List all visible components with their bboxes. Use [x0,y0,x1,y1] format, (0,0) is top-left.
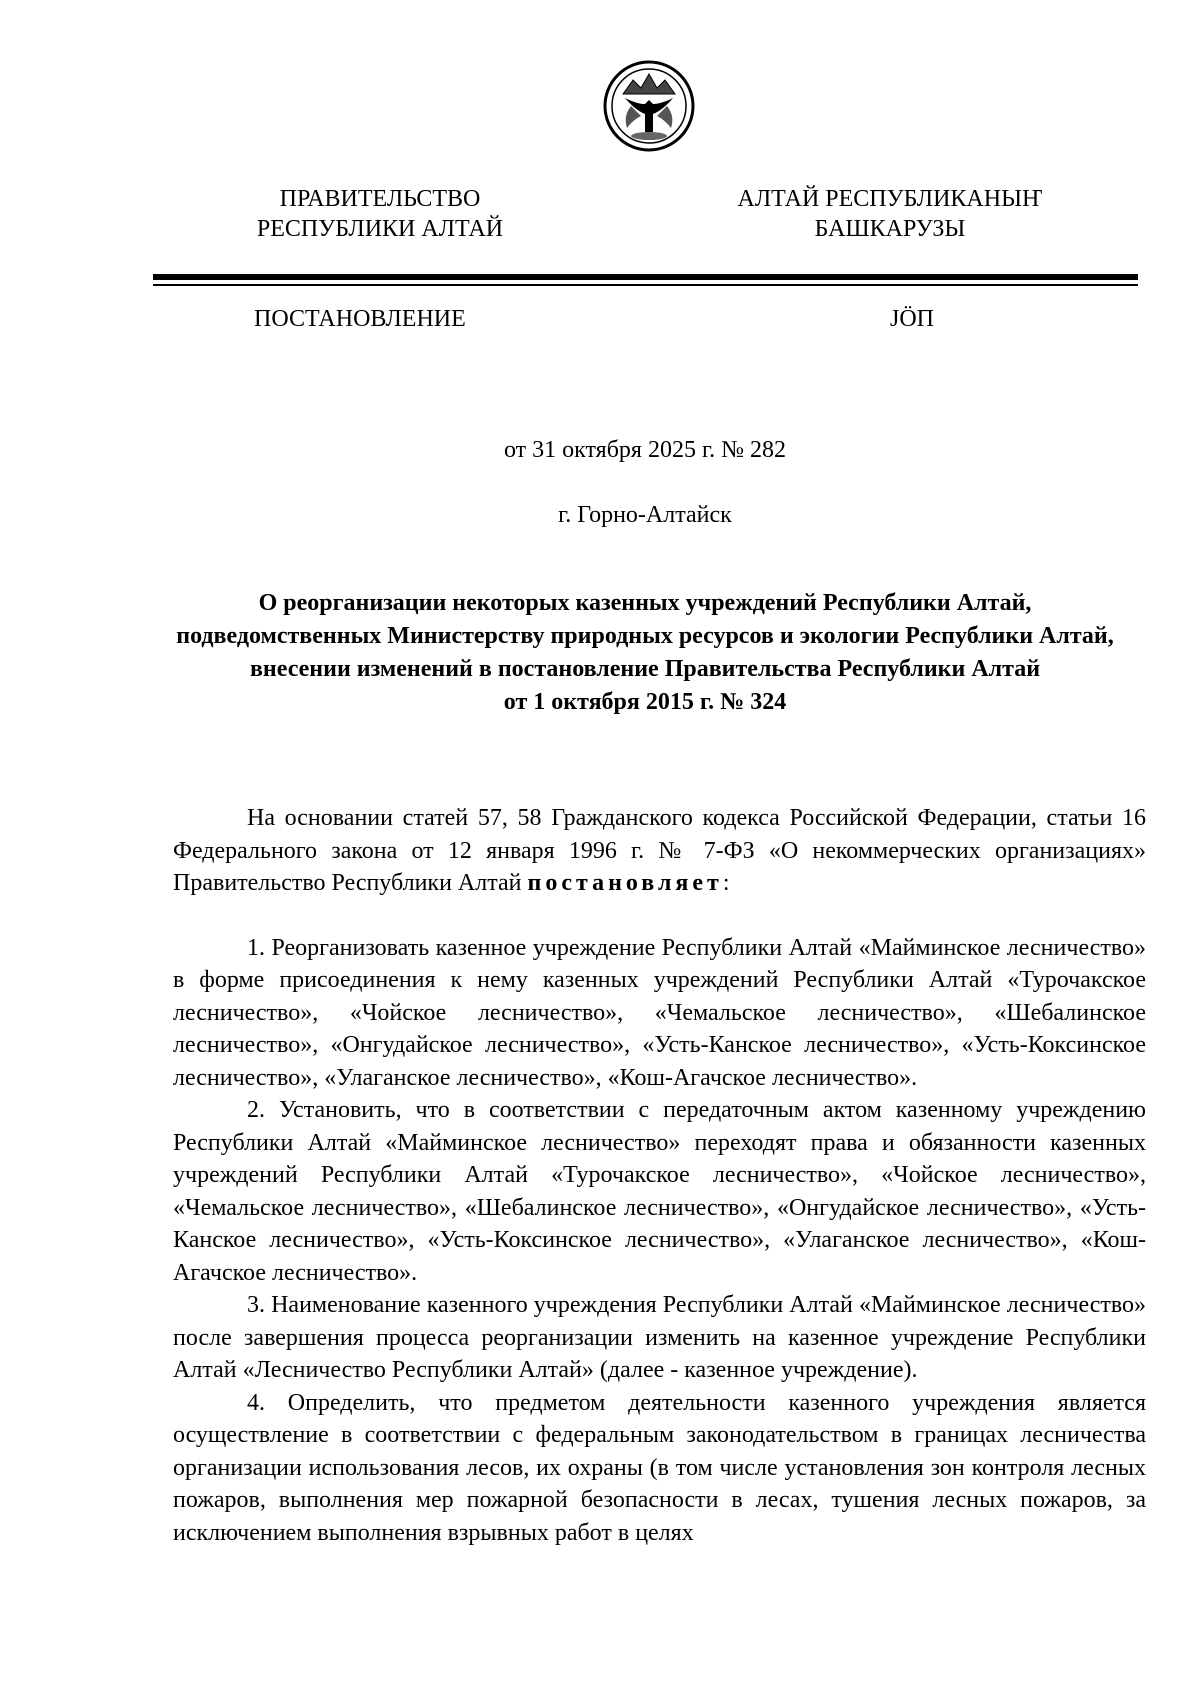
preamble-colon: : [722,870,730,896]
document-title [140,587,1150,719]
item-paragraph-1: 1. Реорганизовать казенное учреждение Республики Алтай «Майминское лесничество» в форме присоединения к нему казенных учреждений Республики Алтай «Турочакское лесничество», «Чойское лесничество», «Чемальское лесничество», «Шебалинское лесничество», «Онгудайское лесничество», «Усть-Канское лесничество», «Усть-Коксинское лесничество», «Улаганское лесничество», «Кош-Агачское лесничество». [173,934,1146,1091]
title-line2: подведомственных Министерству природных ресурсов и экологии Республики Алтай, [176,623,1114,649]
document-body [173,802,1146,1549]
government-name-altai [730,184,1050,244]
header-left-line2: РЕСПУБЛИКИ АЛТАЙ [256,216,504,242]
document-city: г. Горно-Алтайск [558,502,732,528]
title-line1: О реорганизации некоторых казенных учреждений Республики Алтай, [258,590,1032,616]
doc-type-russian: ПОСТАНОВЛЕНИЕ [254,306,466,332]
item-paragraph-3: 3. Наименование казенного учреждения Республики Алтай «Майминское лесничество» после завершения процесса реорганизации изменить на казенное учреждение Республики Алтай «Лесничество Республики Алтай» (далее - казенное учреждение). [173,1292,1146,1383]
altai-republic-coat-of-arms-icon [601,54,697,158]
resolves-word: постановляет [527,870,723,896]
header-divider-thick [153,274,1138,280]
item-paragraph-4: 4. Определить, что предметом деятельности казенного учреждения является осуществление в соответствии с федеральным законодательством в границах лесничества организации использования лесов, их охраны (в том числе установления зон контроля лесных пожаров, выполнения мер пожарной безопасности в лесах, тушения лесных пожаров, за исключением выполнения взрывных работ в целях [173,1389,1146,1546]
header-right-line2: БАШКАРУЗЫ [814,216,966,242]
preamble-text: На основании статей 57, 58 Гражданского кодекса Российской Федерации, статьи 16 Федерального закона от 12 января 1996 г. № 7-ФЗ «О некоммерческих организациях» Правительство Республики Алтай [173,805,1146,896]
title-line3: внесении изменений в постановление Правительства Республики Алтай [249,656,1041,682]
header-left-line1: ПРАВИТЕЛЬСТВО [279,186,481,212]
header-right-line1: АЛТАЙ РЕСПУБЛИКАНЫҤ [737,186,1043,212]
header-divider-thin [153,284,1138,286]
item-paragraph-2: 2. Установить, что в соответствии с передаточным актом казенному учреждению Республики Алтай «Майминское лесничество» переходят права и обязанности казенных учреждений Республики Алтай «Турочакское лесничество», «Чойское лесничество», «Чемальское лесничество», «Шебалинское лесничество», «Онгудайское лесничество», «Усть-Канское лесничество», «Усть-Коксинское лесничество», «Улаганское лесничество», «Кош-Агачское лесничество». [173,1097,1146,1286]
preamble-paragraph [173,802,1146,900]
document-date-number: от 31 октября 2025 г. № 282 [503,437,786,463]
title-line4: от 1 октября 2015 г. № 324 [503,689,787,715]
doc-type-altai: JÖП [890,306,935,332]
government-name-russian [240,184,520,244]
